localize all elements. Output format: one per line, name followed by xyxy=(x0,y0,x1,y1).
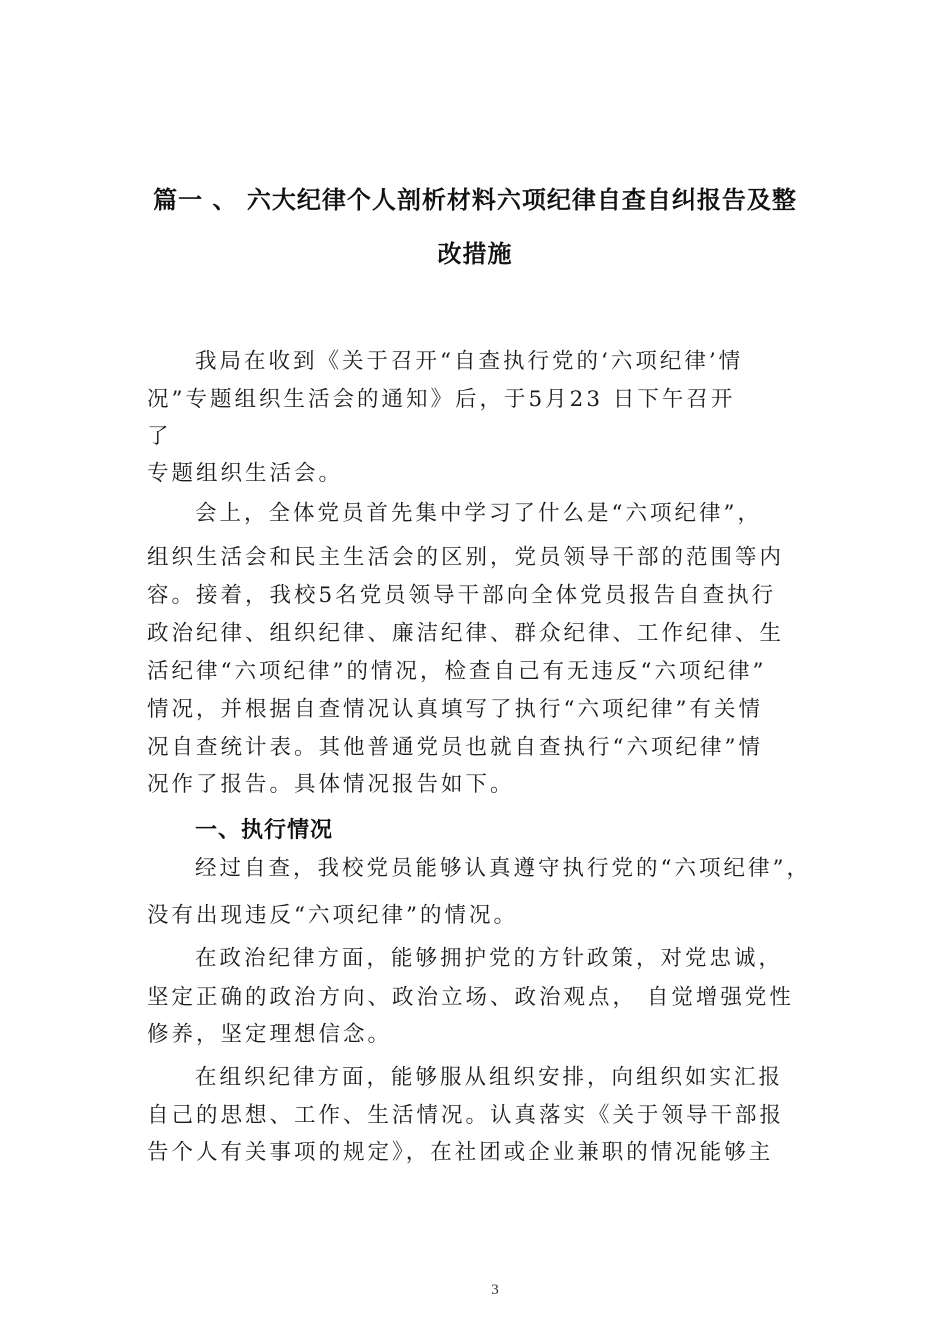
body-line: 修养，坚定理想信念。 xyxy=(147,1022,393,1047)
body-line: 况作了报告。具体情况报告如下。 xyxy=(147,772,515,797)
body-line: 会上，全体党员首先集中学习了什么是“六项纪律”， xyxy=(195,501,762,526)
body-line: 自己的思想、工作、生活情况。认真落实《关于领导干部报 xyxy=(147,1103,785,1128)
document-title-line-2: 改措施 xyxy=(437,240,513,268)
body-line: 组织生活会和民主生活会的区别，党员领导干部的范围等内 xyxy=(147,545,785,570)
body-line: 容。接着，我校5名党员领导干部向全体党员报告自查执行 xyxy=(147,583,777,608)
body-line: 在组织纪律方面，能够服从组织安排，向组织如实汇报 xyxy=(195,1065,784,1090)
body-line: 我局在收到《关于召开“自查执行党的‘六项纪律’情 xyxy=(195,349,744,374)
body-line: 坚定正确的政治方向、政治立场、政治观点， 自觉增强党性 xyxy=(147,985,794,1010)
body-line: 活纪律“六项纪律”的情况，检查自己有无违反“六项纪律” xyxy=(147,659,767,684)
body-line: 况”专题组织生活会的通知》后，于5月23 日下午召开 xyxy=(147,387,736,412)
page-number: 3 xyxy=(491,1282,499,1298)
body-line: 告个人有关事项的规定》，在社团或企业兼职的情况能够主 xyxy=(147,1140,774,1165)
body-line: 经过自查，我校党员能够认真遵守执行党的“六项纪律”， xyxy=(195,856,811,881)
section-heading: 一、执行情况 xyxy=(195,818,334,843)
body-line: 政治纪律、组织纪律、廉洁纪律、群众纪律、工作纪律、生 xyxy=(147,621,785,646)
body-line: 没有出现违反“六项纪律”的情况。 xyxy=(147,903,518,928)
body-line: 情况，并根据自查情况认真填写了执行“六项纪律”有关情 xyxy=(147,697,763,722)
body-line: 况自查统计表。其他普通党员也就自查执行“六项纪律”情 xyxy=(147,735,763,760)
body-line: 专题组织生活会。 xyxy=(147,461,344,486)
document-title-line-1: 篇一 、 六大纪律个人剖析材料六项纪律自查自纠报告及整 xyxy=(153,186,797,214)
body-line: 在政治纪律方面，能够拥护党的方针政策，对党忠诚， xyxy=(195,946,784,971)
body-line: 了 xyxy=(147,424,172,449)
